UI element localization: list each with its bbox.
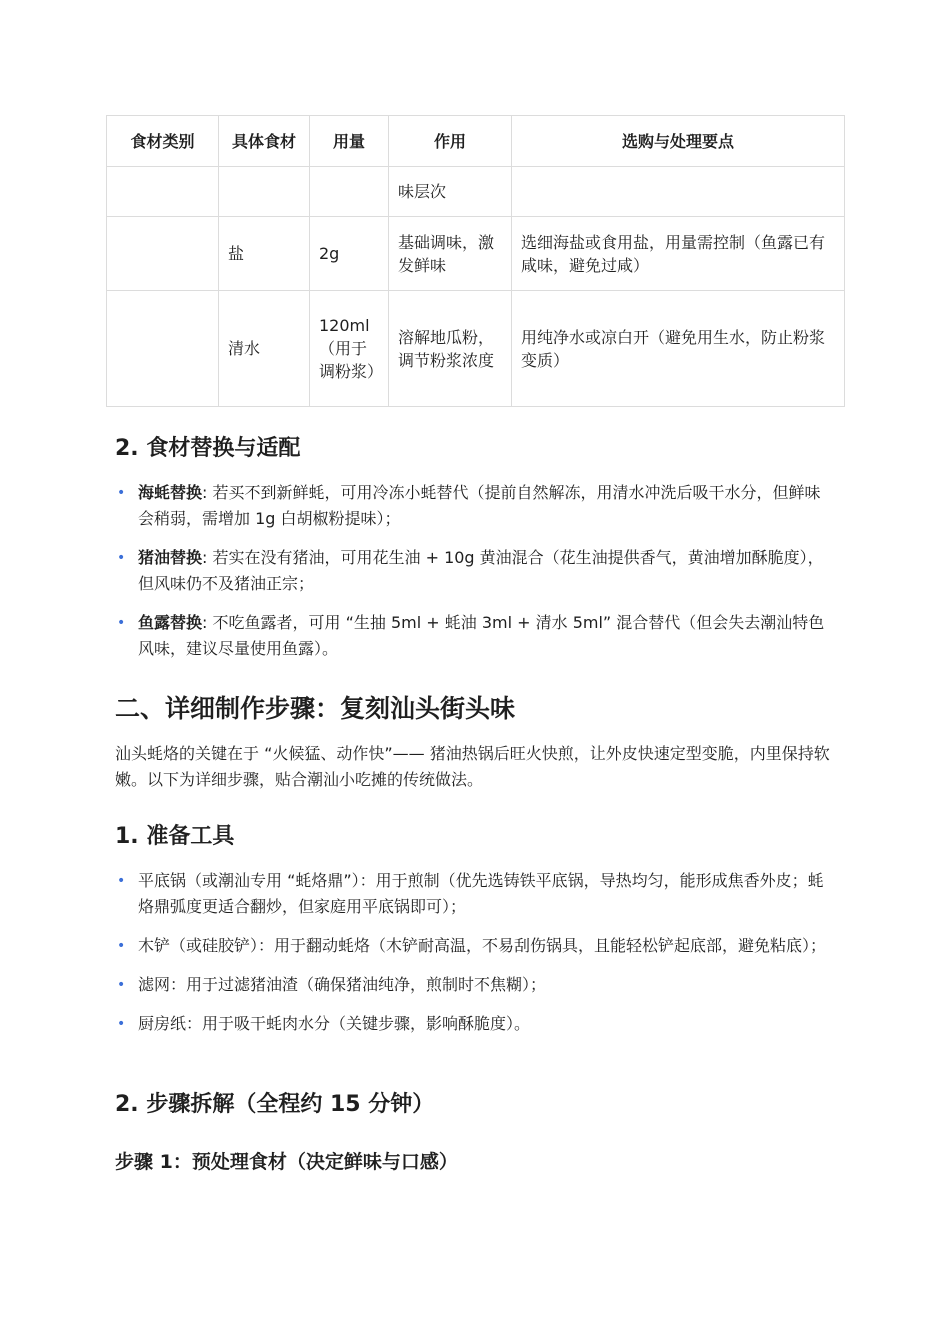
item-text: : 不吃鱼露者，可用 “生抽 5ml + 蚝油 3ml + 清水 5ml” 混合替代（但会失去潮汕特色风味，建议尽量使用鱼露）。 — [138, 613, 825, 658]
header-amount: 用量 — [310, 116, 389, 167]
bullet-icon: • — [117, 1016, 126, 1032]
header-function: 作用 — [389, 116, 512, 167]
table-cell — [310, 167, 389, 217]
item-keyword: 海蚝替换 — [138, 483, 203, 502]
list-item — [115, 868, 835, 920]
header-tips: 选购与处理要点 — [512, 116, 845, 167]
substitution-list — [115, 480, 835, 675]
tools-list — [115, 868, 835, 1050]
table-cell: 用纯净水或凉白开（避免用生水，防止粉浆变质） — [512, 291, 845, 407]
item-keyword: 鱼露替换 — [138, 613, 203, 632]
tools-heading: 1. 准备工具 — [115, 824, 235, 849]
table-cell: 2g — [310, 217, 389, 291]
list-item — [115, 972, 835, 998]
bullet-icon: • — [117, 485, 126, 501]
table-header-row — [107, 116, 845, 167]
table-cell: 盐 — [219, 217, 310, 291]
list-item — [115, 545, 835, 597]
item-text: : 若实在没有猪油，可用花生油 + 10g 黄油混合（花生油提供香气，黄油增加酥脆度），但风味仍不及猪油正宗； — [138, 548, 824, 593]
table-cell: 溶解地瓜粉，调节粉浆浓度 — [389, 291, 512, 407]
bullet-icon: • — [117, 873, 126, 889]
table-row — [107, 291, 845, 407]
table-row — [107, 217, 845, 291]
table-cell — [219, 167, 310, 217]
table-cell — [107, 217, 219, 291]
list-item — [115, 1011, 835, 1037]
list-item — [115, 610, 835, 662]
item-keyword: 猪油替换 — [138, 548, 203, 567]
table-cell: 基础调味，激发鲜味 — [389, 217, 512, 291]
list-item — [115, 480, 835, 532]
table-cell: 清水 — [219, 291, 310, 407]
bullet-icon: • — [117, 977, 126, 993]
steps-intro: 汕头蚝烙的关键在于 “火候猛、动作快”—— 猪油热锅后旺火快煎，让外皮快速定型变脆，内里保持软嫩。以下为详细步骤，贴合潮汕小吃摊的传统做法。 — [115, 744, 830, 789]
header-category: 食材类别 — [107, 116, 219, 167]
bullet-icon: • — [117, 615, 126, 631]
ingredients-table — [106, 115, 845, 407]
step1-heading: 步骤 1：预处理食材（决定鲜味与口感） — [115, 1151, 458, 1173]
table-cell: 120ml（用于调粉浆） — [310, 291, 389, 407]
table-cell — [107, 291, 219, 407]
table-cell — [107, 167, 219, 217]
item-text: 滤网：用于过滤猪油渣（确保猪油纯净，煎制时不焦糊）； — [138, 975, 547, 994]
table-row — [107, 167, 845, 217]
list-item — [115, 933, 835, 959]
item-text: 木铲（或硅胶铲）：用于翻动蚝烙（木铲耐高温，不易刮伤锅具，且能轻松铲起底部，避免粘底）； — [138, 936, 827, 955]
table-cell — [512, 167, 845, 217]
item-text: 厨房纸：用于吸干蚝肉水分（关键步骤，影响酥脆度）。 — [138, 1014, 531, 1033]
substitution-heading: 2. 食材替换与适配 — [115, 436, 301, 461]
item-text: : 若买不到新鲜蚝，可用冷冻小蚝替代（提前自然解冻，用清水冲洗后吸干水分，但鲜味会稍弱，需增加 1g 白胡椒粉提味）； — [138, 483, 821, 528]
table-cell: 选细海盐或食用盐，用量需控制（鱼露已有咸味，避免过咸） — [512, 217, 845, 291]
steps-heading: 二、详细制作步骤：复刻汕头街头味 — [115, 694, 516, 723]
breakdown-heading: 2. 步骤拆解（全程约 15 分钟） — [115, 1092, 435, 1117]
bullet-icon: • — [117, 938, 126, 954]
table-cell: 味层次 — [389, 167, 512, 217]
item-text: 平底锅（或潮汕专用 “蚝烙鼎”）：用于煎制（优先选铸铁平底锅，导热均匀，能形成焦香外皮；蚝烙鼎弧度更适合翻炒，但家庭用平底锅即可）； — [138, 871, 824, 916]
bullet-icon: • — [117, 550, 126, 566]
header-ingredient: 具体食材 — [219, 116, 310, 167]
